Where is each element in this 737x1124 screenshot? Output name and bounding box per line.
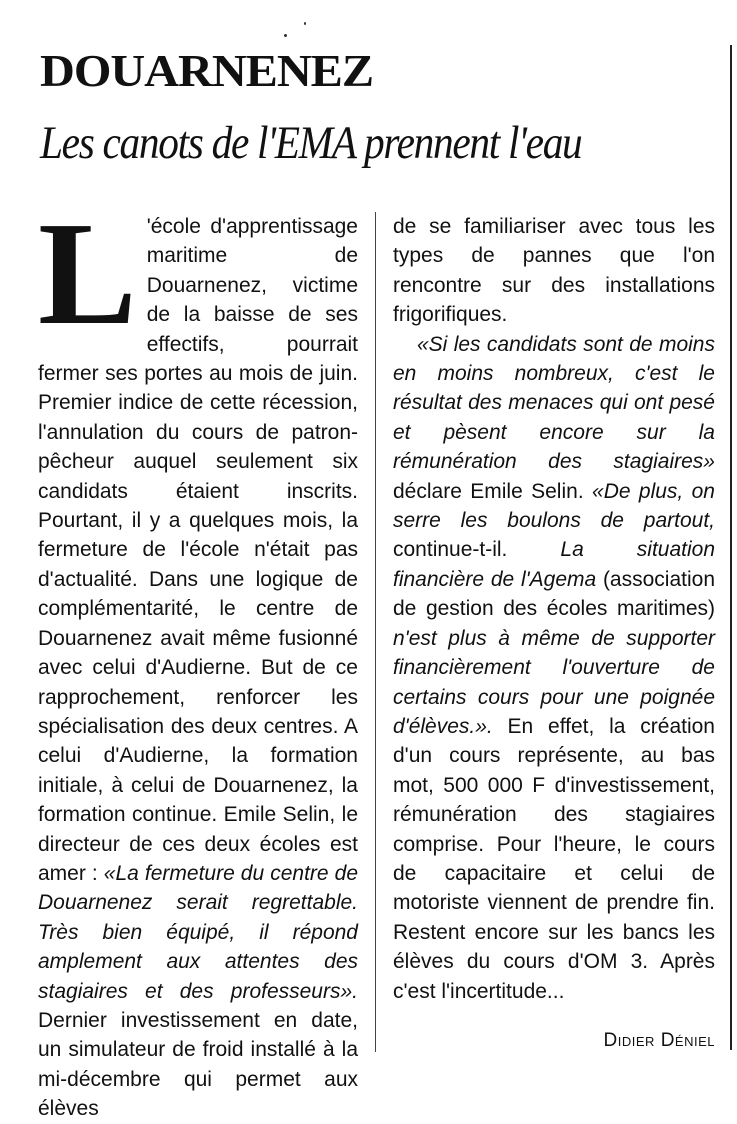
article-byline: Didier Déniel <box>603 1030 715 1051</box>
paragraph-text: 'école d'apprentissage maritime de Douarnenez, victime de la baisse de ses effectifs, pourrait fermer ses portes au mois de juin. Premier indice de cette récession, l'annulation du cours de patron-pêcheur auquel seulement six candidats étaient inscrits. Pourtant, il y a quelques mois, la fermeture de l'école n'était pas d'actualité. Dans une logique de complémentarité, le centre de Douarnenez avait même fusionné avec celui d'Audierne. But de ce rapprochement, renforcer les spécialisation des deux centres. A celui d'Audierne, la formation initiale, à celui de Douarnenez, la formation continue. Emile Selin, le directeur de ces deux écoles est amer : <box>38 215 358 885</box>
paragraph-text: (association de gestion des écoles maritimes) <box>393 567 715 621</box>
column-divider <box>375 212 376 1052</box>
article-column-left <box>38 192 358 1124</box>
quote-text: «Si les candidats sont de moins en moins nombreux, c'est le résultat des menaces qui ont pesé et pèsent encore sur la rémunération des stagiaires» <box>393 332 715 474</box>
article-paragraph <box>38 192 358 1124</box>
quote-text: n'est plus à même de supporter financièrement l'ouverture de certains cours pour une poignée d'élèves.». <box>393 626 715 738</box>
paragraph-text: En effet, la création d'un cours représente, au bas mot, 500 000 F d'investissement, rémunération des stagiaires comprise. Pour l'heure, le cours de capacitaire et celui de motoriste viennent de prendre fin. Restent encore sur les bancs les élèves du cours d'OM 3. Après c'est l'incertitude... <box>393 714 715 1003</box>
article-paragraph <box>393 330 715 1006</box>
quote-text: «De plus, on serre les boulons de partout, <box>393 479 715 533</box>
paragraph-text: Dernier investissement en date, un simulateur de froid installé à la mi-décembre qui permet aux élèves <box>38 1008 358 1121</box>
print-speck <box>304 22 306 25</box>
page-edge-rule <box>730 45 732 1050</box>
article-paragraph: de se familiariser avec tous les types de pannes que l'on rencontre sur des installations frigorifiques. <box>393 215 715 327</box>
article-headline: Les canots de l'EMA prennent l'eau <box>40 117 582 169</box>
article-kicker: DOUARNENEZ <box>40 45 374 96</box>
paragraph-text: déclare Emile Selin. <box>393 479 593 503</box>
paragraph-text: continue-t-il. <box>393 538 561 562</box>
article-column-right <box>393 212 715 1006</box>
quote-text: La situation financière de l'Agema <box>393 538 715 591</box>
print-speck <box>284 34 287 37</box>
quote-text: «La fermeture du centre de Douarnenez serait regrettable. Très bien équipé, il répond amplement aux attentes des stagiaires et des professeurs». <box>38 861 358 1003</box>
drop-cap: L <box>38 192 137 356</box>
